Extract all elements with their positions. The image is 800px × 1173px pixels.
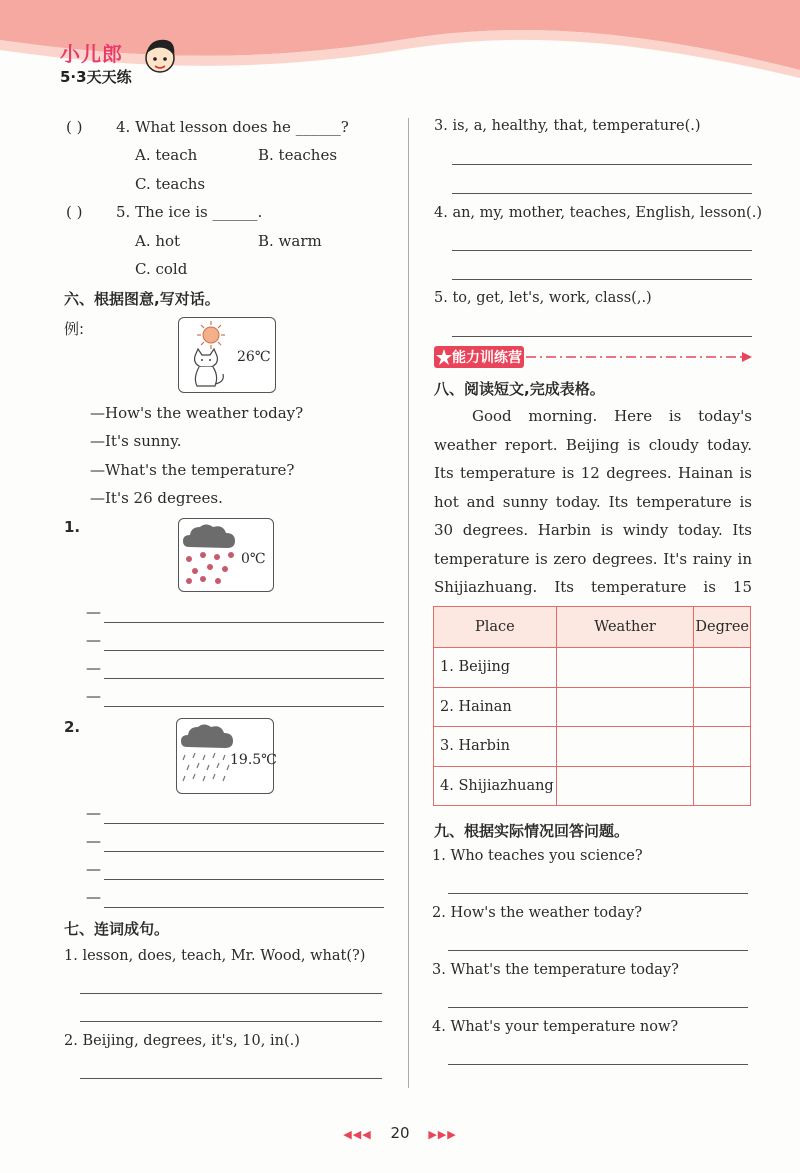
star-icon [436, 348, 452, 366]
item2-number: 2. [64, 718, 81, 736]
table-cell-place: 4. Shijiazhuang [434, 766, 557, 806]
item2-temperature: 19.5℃ [230, 752, 277, 768]
example-weather-picture [178, 317, 276, 393]
table-cell-degree-input[interactable] [694, 727, 751, 767]
example-dialog-line-1: —How's the weather today? [90, 404, 304, 422]
item1-dash-3: — [86, 659, 101, 677]
q5-option-c: C. cold [135, 260, 188, 278]
example-dialog-line-3: —What's the temperature? [90, 461, 295, 479]
table-header-degree: Degree [694, 607, 751, 648]
next-arrows-icon: ▶▶▶ [428, 1128, 457, 1141]
table-row [434, 687, 751, 727]
item1-dash-1: — [86, 603, 101, 621]
sec9-q1: 1. Who teaches you science? [432, 848, 643, 864]
example-label: 例: [64, 320, 85, 338]
sec7-q4-answer-line-1[interactable] [452, 250, 752, 251]
table-cell-place: 2. Hainan [434, 687, 557, 727]
sec7-q3-answer-line-2[interactable] [452, 193, 752, 194]
sec9-q2-answer-line[interactable] [448, 950, 748, 951]
example-dialog-line-4: —It's 26 degrees. [90, 489, 223, 507]
page-number: 20 [390, 1124, 410, 1142]
table-row [434, 648, 751, 688]
table-cell-weather-input[interactable] [556, 687, 694, 727]
sec7-q1-answer-line-2[interactable] [80, 1021, 382, 1022]
table-cell-degree-input[interactable] [694, 687, 751, 727]
table-row [434, 727, 751, 767]
item1-answer-line-4[interactable] [104, 706, 384, 707]
cat-icon [185, 346, 229, 390]
q5-answer-paren[interactable]: ( ) [66, 203, 83, 221]
item1-temperature: 0℃ [241, 551, 266, 567]
sec7-q2: 2. Beijing, degrees, it's, 10, in(.) [64, 1033, 300, 1049]
item1-answer-line-1[interactable] [104, 622, 384, 623]
q4-option-a: A. teach [135, 146, 198, 164]
table-cell-place: 3. Harbin [434, 727, 557, 767]
example-dialog-line-2: —It's sunny. [90, 432, 182, 450]
item2-answer-line-1[interactable] [104, 823, 384, 824]
sec7-q3: 3. is, a, healthy, that, temperature(.) [434, 118, 701, 134]
sec7-q1: 1. lesson, does, teach, Mr. Wood, what(?) [64, 948, 366, 964]
item1-number: 1. [64, 518, 81, 536]
sec7-q5-answer-line-1[interactable] [452, 336, 752, 337]
series-label: 5·3天天练 [60, 68, 132, 86]
section9-title: 九、根据实际情况回答问题。 [434, 822, 630, 840]
q4-stem: 4. What lesson does he ______? [116, 118, 349, 136]
weather-table [433, 606, 751, 806]
banner-dashed-arrow [524, 350, 754, 364]
table-cell-degree-input[interactable] [694, 648, 751, 688]
item2-dash-4: — [86, 888, 101, 906]
sec7-q3-answer-line-1[interactable] [452, 164, 752, 165]
q4-option-c: C. teachs [135, 175, 206, 193]
table-header-row [434, 607, 751, 648]
table-header-weather: Weather [556, 607, 694, 648]
sec7-q4-answer-line-2[interactable] [452, 279, 752, 280]
section8-title: 八、阅读短文,完成表格。 [434, 380, 605, 398]
sec9-q1-answer-line[interactable] [448, 893, 748, 894]
sec7-q4: 4. an, my, mother, teaches, English, lesson(.) [434, 205, 762, 221]
sec9-q4: 4. What's your temperature now? [432, 1019, 679, 1035]
item1-dash-4: — [86, 687, 101, 705]
table-cell-weather-input[interactable] [556, 727, 694, 767]
sec9-q2: 2. How's the weather today? [432, 905, 642, 921]
q4-answer-paren[interactable]: ( ) [66, 118, 83, 136]
table-cell-degree-input[interactable] [694, 766, 751, 806]
page-footer [0, 1124, 800, 1142]
snow-cloud-icon [181, 521, 239, 587]
sec7-q1-answer-line-1[interactable] [80, 993, 382, 994]
item1-answer-line-2[interactable] [104, 650, 384, 651]
item1-weather-picture [178, 518, 274, 592]
brand-logo: 小儿郎 [60, 42, 123, 66]
table-row [434, 766, 751, 806]
ability-training-title: 能力训练营 [452, 350, 522, 366]
table-header-place: Place [434, 607, 557, 648]
item1-answer-line-3[interactable] [104, 678, 384, 679]
table-cell-weather-input[interactable] [556, 648, 694, 688]
item2-answer-line-4[interactable] [104, 907, 384, 908]
prev-arrows-icon: ◀◀◀ [343, 1128, 372, 1141]
section7-title: 七、连词成句。 [64, 920, 170, 938]
table-cell-weather-input[interactable] [556, 766, 694, 806]
rain-cloud-icon [179, 721, 235, 789]
mascot-icon [140, 34, 180, 78]
weather-report-passage: Good morning. Here is today's weather report. Beijing is cloudy today. Its temperature is 12 degrees. Hainan is hot and sunny today. Its temperature is 30 degrees. Harbin is windy today. Its temperature is zero degrees. It's rainy in Shijiazhuang. Its temperature is 15 [434, 407, 752, 596]
q5-stem: 5. The ice is ______. [116, 203, 263, 221]
sec9-q3: 3. What's the temperature today? [432, 962, 679, 978]
item1-dash-2: — [86, 631, 101, 649]
sec7-q2-answer-line-1[interactable] [80, 1078, 382, 1079]
item2-dash-1: — [86, 804, 101, 822]
item2-dash-2: — [86, 832, 101, 850]
q5-option-b: B. warm [258, 232, 322, 250]
table-cell-place: 1. Beijing [434, 648, 557, 688]
sec9-q3-answer-line[interactable] [448, 1007, 748, 1008]
q5-option-a: A. hot [135, 232, 181, 250]
item2-dash-3: — [86, 860, 101, 878]
section6-title: 六、根据图意,写对话。 [64, 290, 220, 308]
item2-answer-line-2[interactable] [104, 851, 384, 852]
example-temperature: 26℃ [237, 349, 271, 365]
item2-answer-line-3[interactable] [104, 879, 384, 880]
sec7-q5: 5. to, get, let's, work, class(,.) [434, 290, 652, 306]
column-divider [408, 118, 409, 1088]
q4-option-b: B. teaches [258, 146, 338, 164]
sec9-q4-answer-line[interactable] [448, 1064, 748, 1065]
item2-weather-picture [176, 718, 277, 794]
